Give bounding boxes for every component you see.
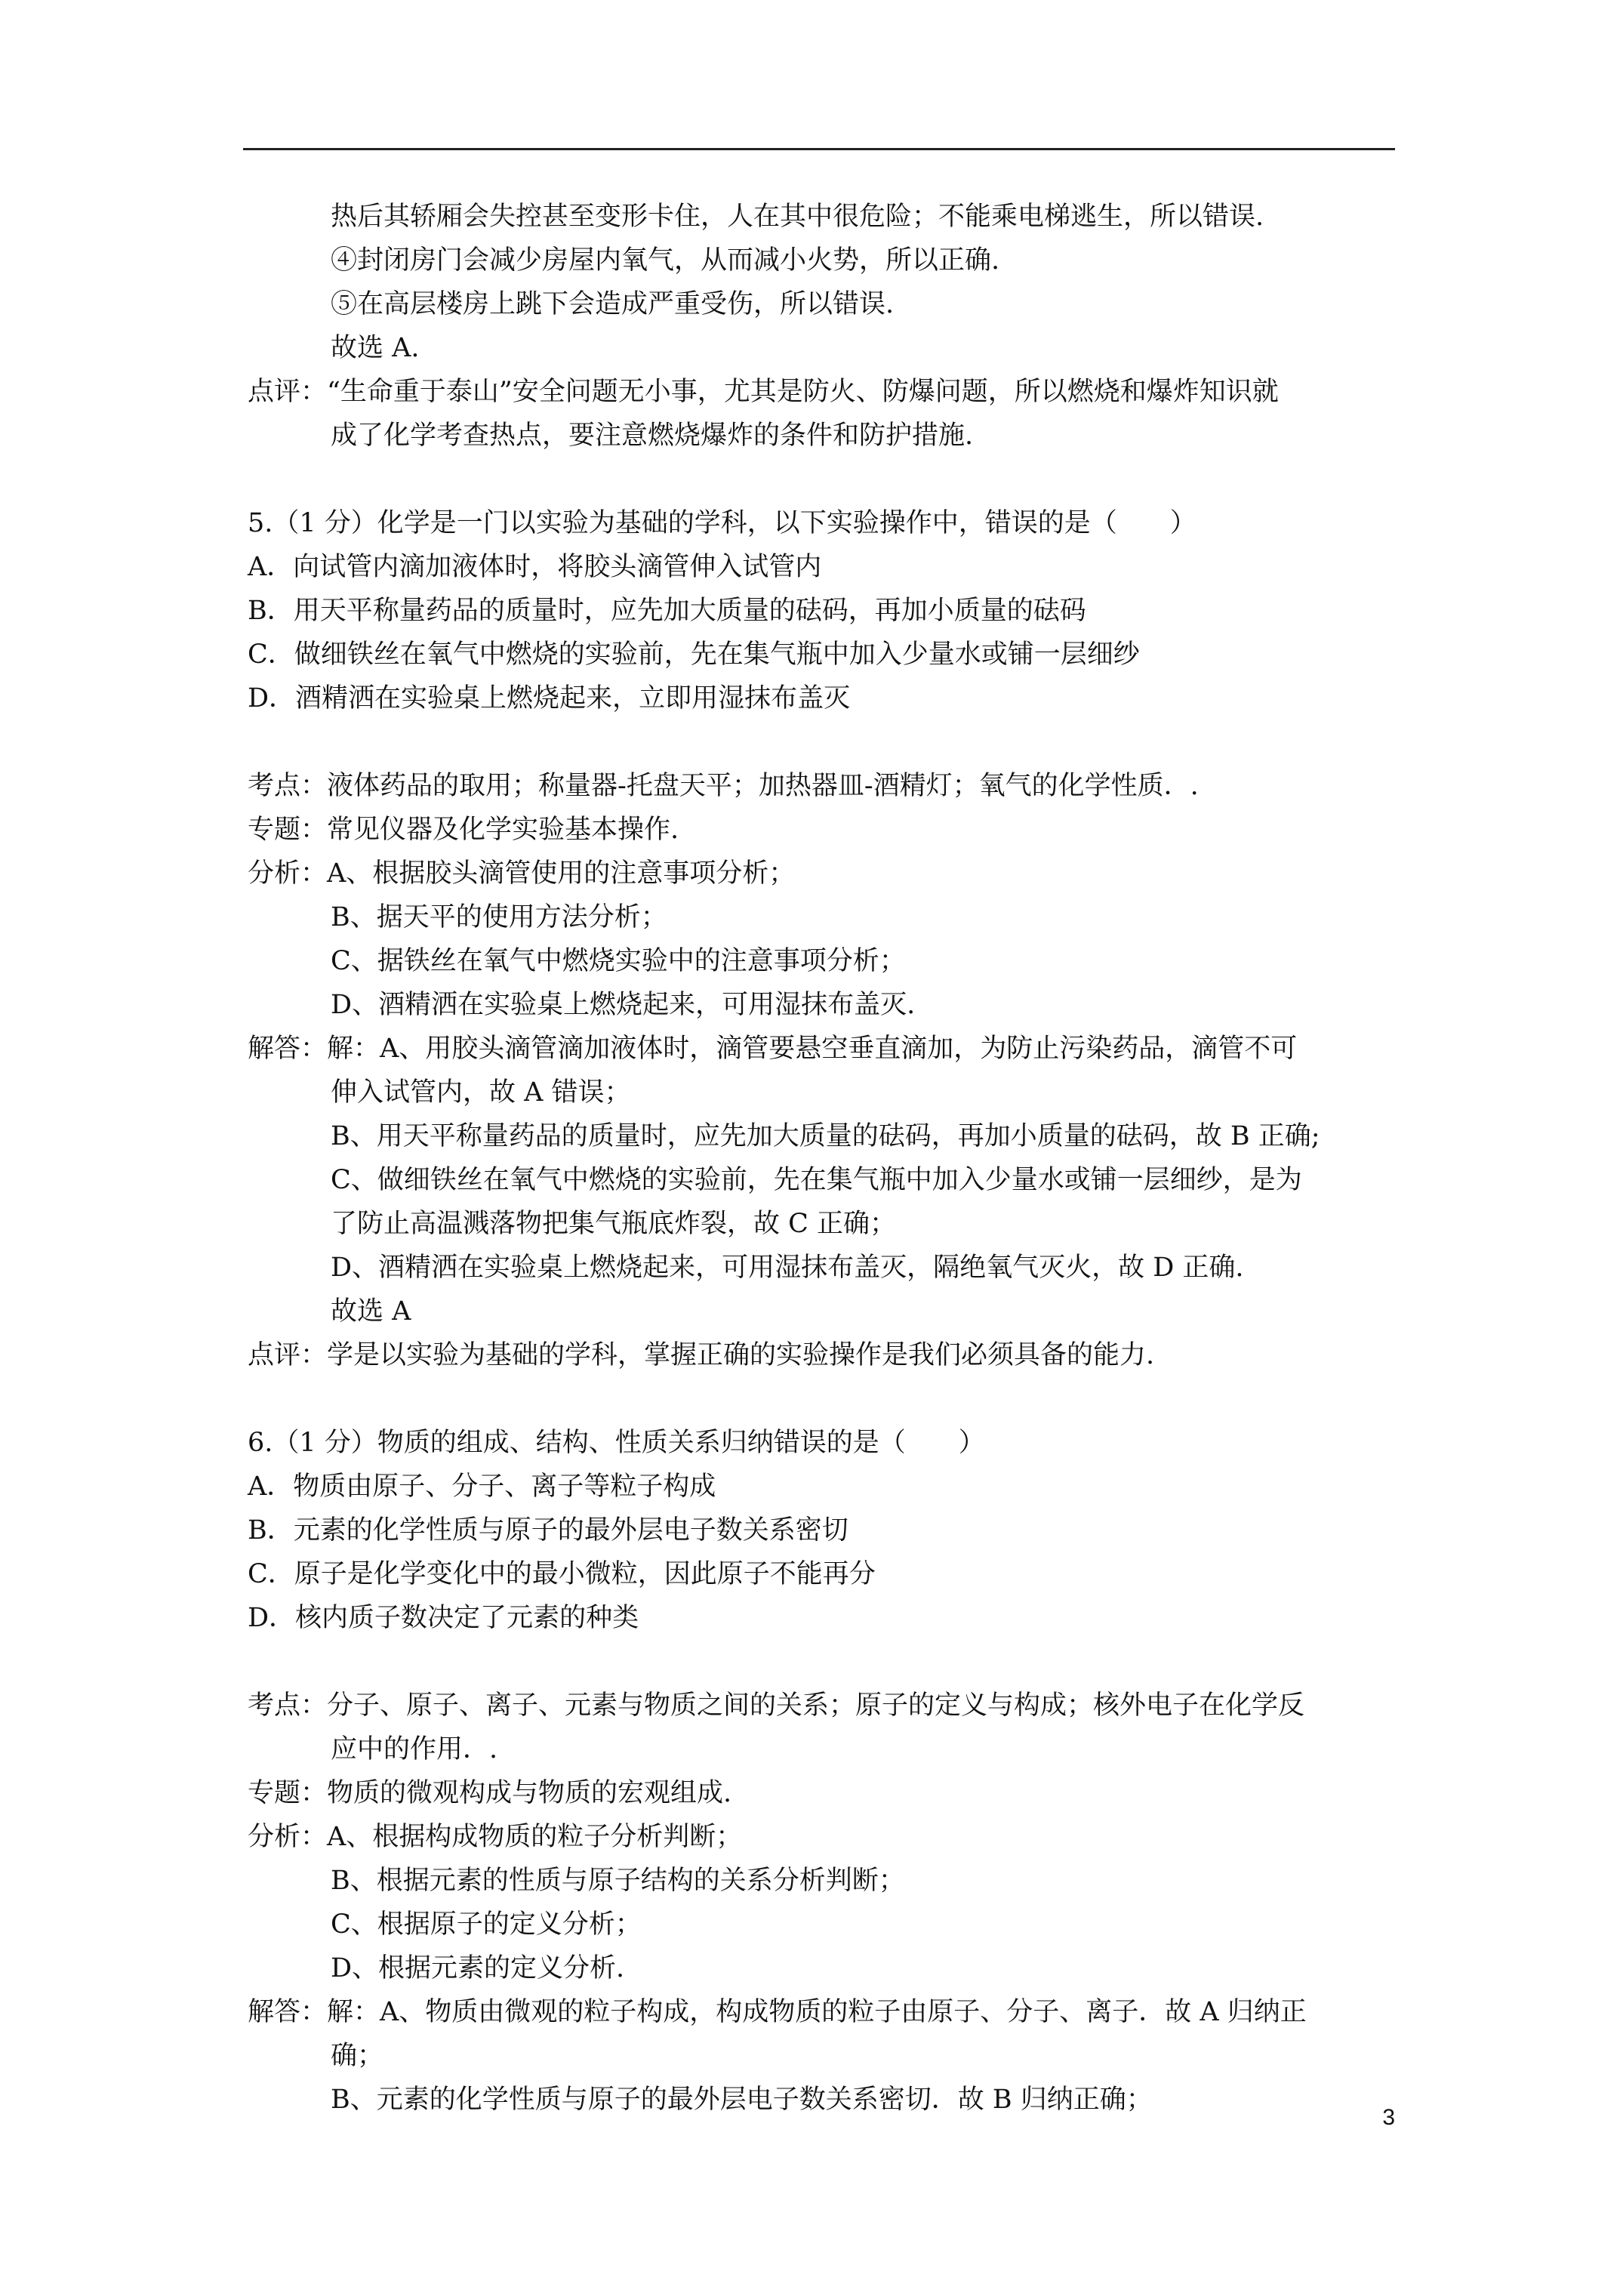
text-line: 故选 A.	[331, 333, 420, 363]
q4-comment: 点评：“生命重于泰山”安全问题无小事，尤其是防火、防爆问题，所以燃烧和爆炸知识就	[248, 377, 1279, 407]
q5-dianping: 点评：学是以实验为基础的学科，掌握正确的实验操作是我们必须具备的能力.	[248, 1340, 1155, 1370]
q5-fenxi: B、据天平的使用方法分析；	[331, 902, 667, 932]
q6-kaodian: 应中的作用．.	[331, 1734, 498, 1764]
q5-jieda: 了防止高温溅落物把集气瓶底炸裂，故 C 正确；	[331, 1209, 897, 1239]
q5-kaodian: 考点：液体药品的取用；称量器-托盘天平；加热器皿-酒精灯；氧气的化学性质．.	[248, 771, 1199, 801]
q5-option-a: A．向试管内滴加液体时，将胶头滴管伸入试管内	[248, 552, 822, 582]
text-line: ④封闭房门会减少房屋内氧气，从而减小火势，所以正确.	[331, 245, 1000, 276]
q5-fenxi: 分析：A、根据胶头滴管使用的注意事项分析；	[248, 858, 796, 889]
q6-option-a: A．物质由原子、分子、离子等粒子构成	[248, 1472, 716, 1502]
q5-option-b: B．用天平称量药品的质量时，应先加大质量的砝码，再加小质量的砝码	[248, 596, 1086, 626]
q5-stem: 5.（1 分）化学是一门以实验为基础的学科，以下实验操作中，错误的是（ ）	[248, 508, 1196, 538]
q6-fenxi: C、根据原子的定义分析；	[331, 1909, 642, 1940]
q5-jieda: C、做细铁丝在氧气中燃烧的实验前，先在集气瓶中加入少量水或铺一层细纱，是为	[331, 1165, 1302, 1195]
q5-fenxi: C、据铁丝在氧气中燃烧实验中的注意事项分析；	[331, 946, 906, 976]
q6-kaodian: 考点：分子、原子、离子、元素与物质之间的关系；原子的定义与构成；核外电子在化学反	[248, 1690, 1305, 1721]
q6-option-d: D．核内质子数决定了元素的种类	[248, 1603, 639, 1633]
q5-jieda: D、酒精洒在实验桌上燃烧起来，可用湿抹布盖灭，隔绝氧气灭火，故 D 正确.	[331, 1253, 1244, 1283]
page-content	[248, 195, 1395, 2122]
q5-zhuanti: 专题：常见仪器及化学实验基本操作.	[248, 815, 679, 845]
q6-zhuanti: 专题：物质的微观构成与物质的宏观组成.	[248, 1778, 732, 1808]
q5-jieda: 解答：解：A、用胶头滴管滴加液体时，滴管要悬空垂直滴加，为防止污染药品，滴管不可	[248, 1034, 1298, 1064]
text-line: 热后其轿厢会失控甚至变形卡住，人在其中很危险；不能乘电梯逃生，所以错误.	[331, 202, 1264, 232]
q6-fenxi: D、根据元素的定义分析.	[331, 1953, 625, 1983]
q5-option-c: C．做细铁丝在氧气中燃烧的实验前，先在集气瓶中加入少量水或铺一层细纱	[248, 639, 1140, 670]
q6-fenxi: 分析：A、根据构成物质的粒子分析判断；	[248, 1822, 743, 1852]
q6-option-c: C．原子是化学变化中的最小微粒，因此原子不能再分	[248, 1559, 876, 1589]
text-line: ⑤在高层楼房上跳下会造成严重受伤，所以错误.	[331, 289, 895, 319]
q6-stem: 6.（1 分）物质的组成、结构、性质关系归纳错误的是（ ）	[248, 1428, 985, 1458]
header-rule	[243, 148, 1395, 150]
q5-jieda: 伸入试管内，故 A 错误；	[331, 1077, 631, 1108]
q6-jieda: 确；	[331, 2041, 384, 2071]
q6-option-b: B．元素的化学性质与原子的最外层电子数关系密切	[248, 1515, 848, 1546]
q5-jieda: B、用天平称量药品的质量时，应先加大质量的砝码，再加小质量的砝码，故 B 正确;	[331, 1121, 1320, 1151]
q6-fenxi: B、根据元素的性质与原子结构的关系分析判断；	[331, 1866, 905, 1896]
q6-jieda: 解答：解：A、物质由微观的粒子构成，构成物质的粒子由原子、分子、离子．故 A 归纳正	[248, 1997, 1307, 2027]
q5-jieda: 故选 A	[331, 1296, 411, 1327]
q4-comment: 成了化学考查热点，要注意燃烧爆炸的条件和防护措施.	[331, 421, 974, 451]
q5-fenxi: D、酒精洒在实验桌上燃烧起来，可用湿抹布盖灭.	[331, 990, 916, 1020]
q5-option-d: D．酒精洒在实验桌上燃烧起来，立即用湿抹布盖灭	[248, 683, 851, 713]
page-number: 3	[1382, 2105, 1395, 2130]
q6-jieda: B、元素的化学性质与原子的最外层电子数关系密切．故 B 归纳正确；	[331, 2085, 1153, 2115]
